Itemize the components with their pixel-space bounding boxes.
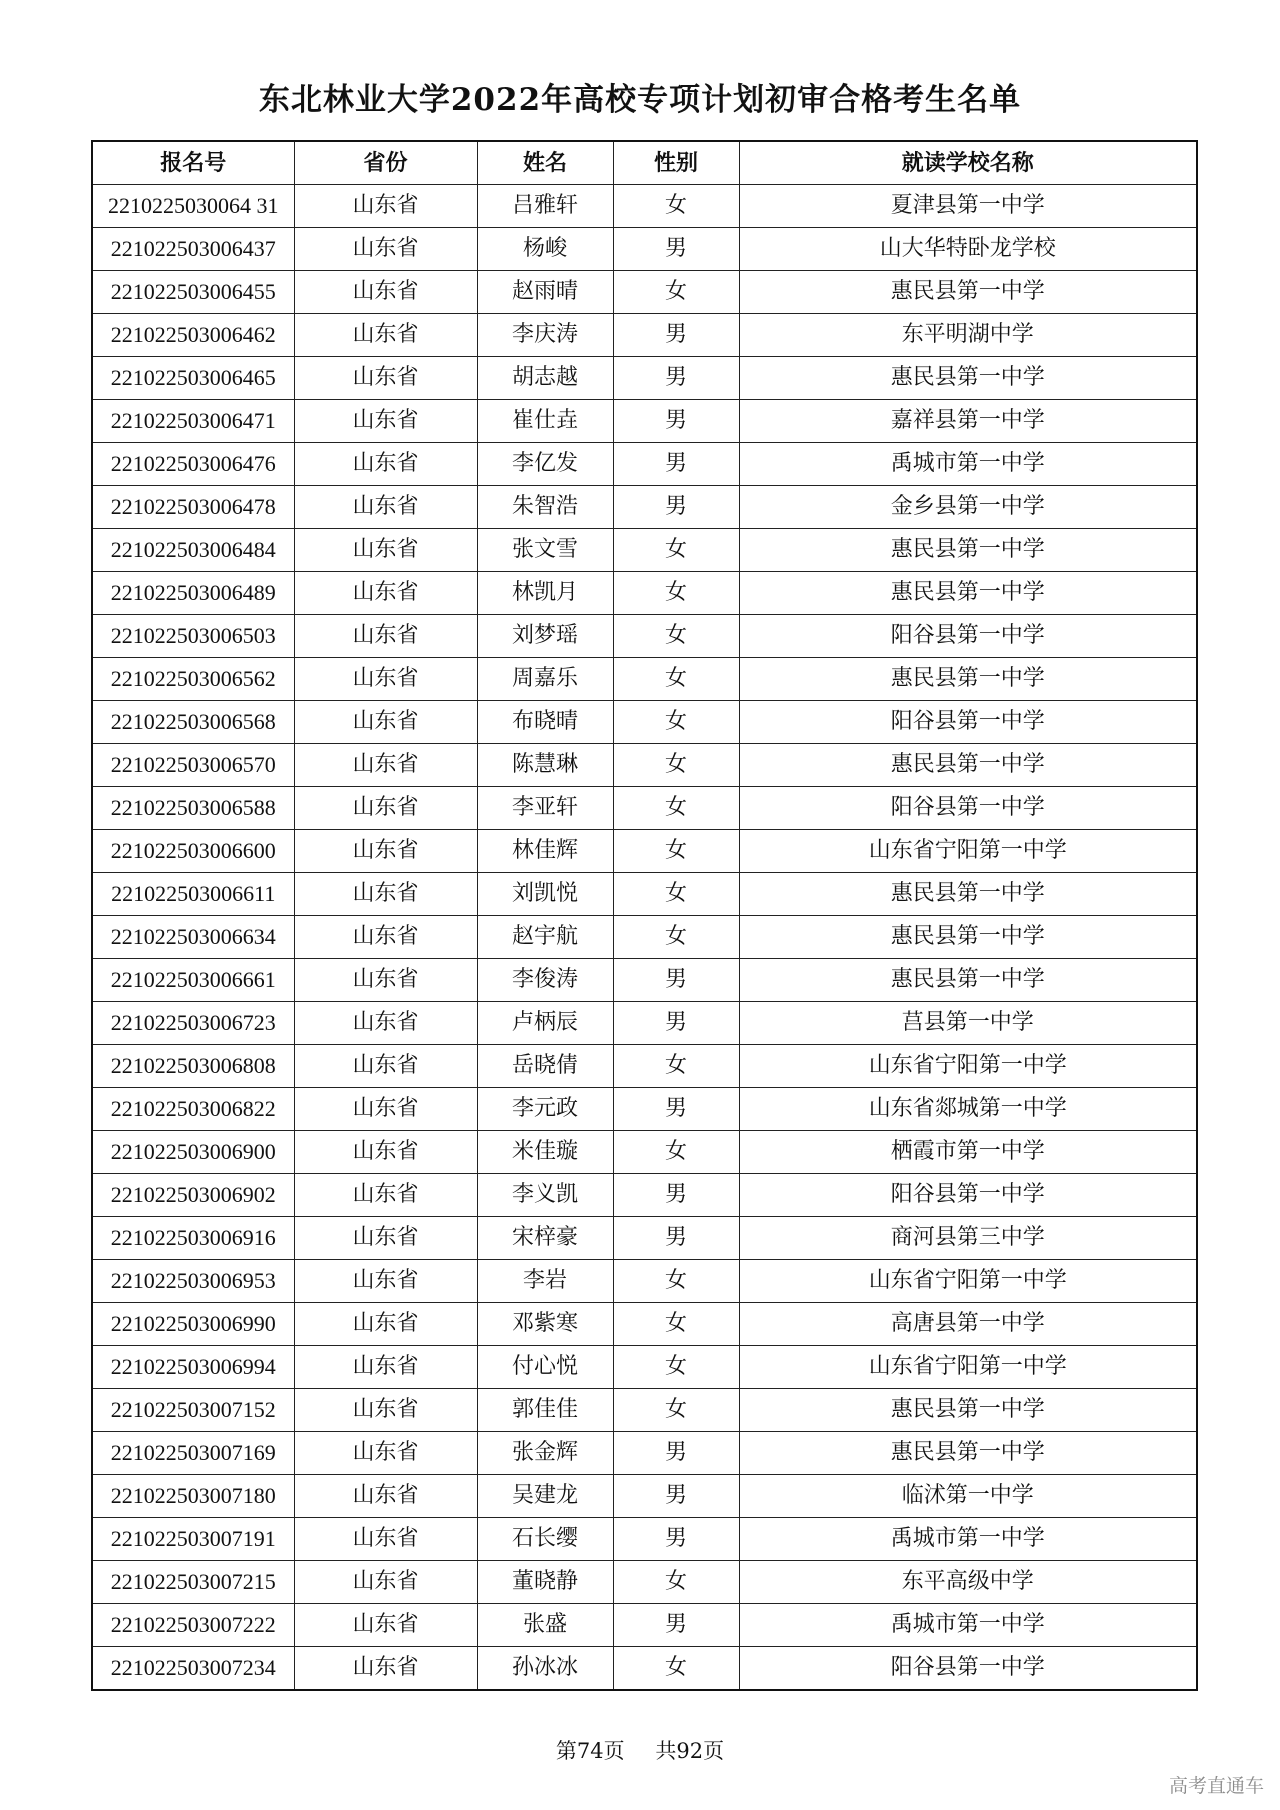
table-row (92, 1604, 1197, 1647)
table-row (92, 959, 1197, 1002)
name-cell: 李义凯 (477, 1174, 613, 1217)
table-row (92, 1174, 1197, 1217)
school-cell: 阳谷县第一中学 (739, 1647, 1197, 1691)
gender-cell: 男 (613, 1088, 739, 1131)
table-row (92, 1217, 1197, 1260)
gender-cell: 女 (613, 572, 739, 615)
registration-number-cell: 221022503006489 (92, 572, 294, 615)
name-cell: 孙冰冰 (477, 1647, 613, 1691)
school-cell: 惠民县第一中学 (739, 658, 1197, 701)
province-cell: 山东省 (294, 271, 477, 314)
school-cell: 惠民县第一中学 (739, 916, 1197, 959)
province-cell: 山东省 (294, 572, 477, 615)
registration-number-cell: 221022503006478 (92, 486, 294, 529)
header-registration-number: 报名号 (92, 141, 294, 185)
province-cell: 山东省 (294, 615, 477, 658)
school-cell: 阳谷县第一中学 (739, 701, 1197, 744)
registration-number-cell: 221022503006562 (92, 658, 294, 701)
table-row (92, 1131, 1197, 1174)
header-school: 就读学校名称 (739, 141, 1197, 185)
school-cell: 商河县第三中学 (739, 1217, 1197, 1260)
province-cell: 山东省 (294, 1561, 477, 1604)
gender-cell: 女 (613, 1346, 739, 1389)
name-cell: 邓紫寒 (477, 1303, 613, 1346)
name-cell: 李亚轩 (477, 787, 613, 830)
table-row (92, 615, 1197, 658)
registration-number-cell: 221022503007215 (92, 1561, 294, 1604)
registration-number-cell: 221022503006503 (92, 615, 294, 658)
gender-cell: 女 (613, 1131, 739, 1174)
province-cell: 山东省 (294, 744, 477, 787)
province-cell: 山东省 (294, 529, 477, 572)
gender-cell: 男 (613, 357, 739, 400)
school-cell: 山大华特卧龙学校 (739, 228, 1197, 271)
registration-number-cell: 221022503006822 (92, 1088, 294, 1131)
school-cell: 惠民县第一中学 (739, 271, 1197, 314)
table-row (92, 1346, 1197, 1389)
registration-number-cell: 221022503006808 (92, 1045, 294, 1088)
table-row (92, 443, 1197, 486)
table-row (92, 873, 1197, 916)
school-cell: 山东省郯城第一中学 (739, 1088, 1197, 1131)
province-cell: 山东省 (294, 1346, 477, 1389)
gender-cell: 女 (613, 1260, 739, 1303)
name-cell: 郭佳佳 (477, 1389, 613, 1432)
registration-number-cell: 221022503006465 (92, 357, 294, 400)
name-cell: 崔仕垚 (477, 400, 613, 443)
name-cell: 朱智浩 (477, 486, 613, 529)
registration-number-cell: 221022503006902 (92, 1174, 294, 1217)
province-cell: 山东省 (294, 1303, 477, 1346)
name-cell: 卢柄辰 (477, 1002, 613, 1045)
school-cell: 禹城市第一中学 (739, 1604, 1197, 1647)
registration-number-cell: 221022503006634 (92, 916, 294, 959)
province-cell: 山东省 (294, 830, 477, 873)
province-cell: 山东省 (294, 1432, 477, 1475)
school-cell: 惠民县第一中学 (739, 357, 1197, 400)
registration-number-cell: 221022503006661 (92, 959, 294, 1002)
header-name: 姓名 (477, 141, 613, 185)
name-cell: 李元政 (477, 1088, 613, 1131)
name-cell: 陈慧琳 (477, 744, 613, 787)
table-row (92, 529, 1197, 572)
gender-cell: 男 (613, 228, 739, 271)
province-cell: 山东省 (294, 1045, 477, 1088)
province-cell: 山东省 (294, 701, 477, 744)
name-cell: 宋梓豪 (477, 1217, 613, 1260)
registration-number-cell: 221022503006900 (92, 1131, 294, 1174)
province-cell: 山东省 (294, 1518, 477, 1561)
name-cell: 赵雨晴 (477, 271, 613, 314)
gender-cell: 男 (613, 1432, 739, 1475)
name-cell: 岳晓倩 (477, 1045, 613, 1088)
school-cell: 阳谷县第一中学 (739, 1174, 1197, 1217)
registration-number-cell: 221022503006990 (92, 1303, 294, 1346)
registration-number-cell: 221022503007234 (92, 1647, 294, 1691)
name-cell: 林凯月 (477, 572, 613, 615)
province-cell: 山东省 (294, 443, 477, 486)
gender-cell: 女 (613, 185, 739, 228)
school-cell: 阳谷县第一中学 (739, 787, 1197, 830)
page-total: 共92页 (655, 1739, 725, 1763)
registration-number-cell: 221022503006916 (92, 1217, 294, 1260)
school-cell: 山东省宁阳第一中学 (739, 1346, 1197, 1389)
registration-number-cell: 2210225030064 31 (92, 185, 294, 228)
table-row (92, 1260, 1197, 1303)
school-cell: 临沭第一中学 (739, 1475, 1197, 1518)
province-cell: 山东省 (294, 1604, 477, 1647)
school-cell: 东平明湖中学 (739, 314, 1197, 357)
province-cell: 山东省 (294, 787, 477, 830)
registration-number-cell: 221022503006437 (92, 228, 294, 271)
name-cell: 杨峻 (477, 228, 613, 271)
page-number: 第74页 (555, 1739, 625, 1763)
school-cell: 禹城市第一中学 (739, 443, 1197, 486)
gender-cell: 女 (613, 701, 739, 744)
name-cell: 张金辉 (477, 1432, 613, 1475)
province-cell: 山东省 (294, 1647, 477, 1691)
school-cell: 东平高级中学 (739, 1561, 1197, 1604)
table-row (92, 1647, 1197, 1691)
registration-number-cell: 221022503006476 (92, 443, 294, 486)
registration-number-cell: 221022503006455 (92, 271, 294, 314)
province-cell: 山东省 (294, 314, 477, 357)
registration-number-cell: 221022503006462 (92, 314, 294, 357)
school-cell: 惠民县第一中学 (739, 873, 1197, 916)
gender-cell: 女 (613, 271, 739, 314)
school-cell: 山东省宁阳第一中学 (739, 1045, 1197, 1088)
table-row (92, 744, 1197, 787)
gender-cell: 男 (613, 1174, 739, 1217)
table-row (92, 271, 1197, 314)
province-cell: 山东省 (294, 1475, 477, 1518)
province-cell: 山东省 (294, 486, 477, 529)
watermark-text: 高考直通车 (1168, 1775, 1264, 1797)
gender-cell: 女 (613, 787, 739, 830)
table-row (92, 1088, 1197, 1131)
gender-cell: 女 (613, 873, 739, 916)
registration-number-cell: 221022503006723 (92, 1002, 294, 1045)
gender-cell: 男 (613, 400, 739, 443)
table-row (92, 228, 1197, 271)
registration-number-cell: 221022503006600 (92, 830, 294, 873)
province-cell: 山东省 (294, 357, 477, 400)
school-cell: 惠民县第一中学 (739, 1432, 1197, 1475)
province-cell: 山东省 (294, 1002, 477, 1045)
table-row (92, 400, 1197, 443)
registration-number-cell: 221022503006994 (92, 1346, 294, 1389)
registration-number-cell: 221022503006568 (92, 701, 294, 744)
gender-cell: 男 (613, 1604, 739, 1647)
province-cell: 山东省 (294, 1174, 477, 1217)
gender-cell: 男 (613, 1002, 739, 1045)
school-cell: 山东省宁阳第一中学 (739, 1260, 1197, 1303)
school-cell: 惠民县第一中学 (739, 959, 1197, 1002)
registration-number-cell: 221022503007180 (92, 1475, 294, 1518)
name-cell: 李岩 (477, 1260, 613, 1303)
table-row (92, 572, 1197, 615)
registration-number-cell: 221022503007222 (92, 1604, 294, 1647)
gender-cell: 男 (613, 1518, 739, 1561)
table-row (92, 787, 1197, 830)
registration-number-cell: 221022503007191 (92, 1518, 294, 1561)
school-cell: 惠民县第一中学 (739, 1389, 1197, 1432)
table-row (92, 1045, 1197, 1088)
table-row (92, 185, 1197, 228)
province-cell: 山东省 (294, 228, 477, 271)
gender-cell: 女 (613, 1561, 739, 1604)
name-cell: 林佳辉 (477, 830, 613, 873)
table-row (92, 916, 1197, 959)
table-row (92, 1432, 1197, 1475)
header-province: 省份 (294, 141, 477, 185)
registration-number-cell: 221022503006588 (92, 787, 294, 830)
table-row (92, 486, 1197, 529)
name-cell: 李亿发 (477, 443, 613, 486)
name-cell: 米佳璇 (477, 1131, 613, 1174)
name-cell: 胡志越 (477, 357, 613, 400)
name-cell: 付心悦 (477, 1346, 613, 1389)
school-cell: 阳谷县第一中学 (739, 615, 1197, 658)
registration-number-cell: 221022503006471 (92, 400, 294, 443)
table-row (92, 830, 1197, 873)
gender-cell: 男 (613, 314, 739, 357)
name-cell: 李俊涛 (477, 959, 613, 1002)
registration-number-cell: 221022503006953 (92, 1260, 294, 1303)
name-cell: 李庆涛 (477, 314, 613, 357)
school-cell: 莒县第一中学 (739, 1002, 1197, 1045)
school-cell: 惠民县第一中学 (739, 572, 1197, 615)
school-cell: 栖霞市第一中学 (739, 1131, 1197, 1174)
name-cell: 吴建龙 (477, 1475, 613, 1518)
gender-cell: 女 (613, 1045, 739, 1088)
gender-cell: 女 (613, 744, 739, 787)
table-row (92, 1389, 1197, 1432)
table-body (92, 185, 1197, 1691)
province-cell: 山东省 (294, 185, 477, 228)
table-row (92, 1475, 1197, 1518)
page-footer (0, 1736, 1280, 1766)
gender-cell: 男 (613, 486, 739, 529)
gender-cell: 女 (613, 658, 739, 701)
province-cell: 山东省 (294, 916, 477, 959)
table-row (92, 1518, 1197, 1561)
school-cell: 禹城市第一中学 (739, 1518, 1197, 1561)
gender-cell: 男 (613, 959, 739, 1002)
name-cell: 布晓晴 (477, 701, 613, 744)
school-cell: 山东省宁阳第一中学 (739, 830, 1197, 873)
name-cell: 刘凯悦 (477, 873, 613, 916)
province-cell: 山东省 (294, 959, 477, 1002)
province-cell: 山东省 (294, 1131, 477, 1174)
school-cell: 金乡县第一中学 (739, 486, 1197, 529)
gender-cell: 女 (613, 1647, 739, 1691)
name-cell: 董晓静 (477, 1561, 613, 1604)
table-header (92, 141, 1197, 185)
gender-cell: 女 (613, 615, 739, 658)
table-row (92, 1303, 1197, 1346)
gender-cell: 男 (613, 1475, 739, 1518)
province-cell: 山东省 (294, 400, 477, 443)
registration-number-cell: 221022503006484 (92, 529, 294, 572)
province-cell: 山东省 (294, 658, 477, 701)
table-row (92, 1561, 1197, 1604)
school-cell: 嘉祥县第一中学 (739, 400, 1197, 443)
province-cell: 山东省 (294, 873, 477, 916)
school-cell: 高唐县第一中学 (739, 1303, 1197, 1346)
name-cell: 石长缨 (477, 1518, 613, 1561)
gender-cell: 女 (613, 830, 739, 873)
registration-number-cell: 221022503007169 (92, 1432, 294, 1475)
registration-number-cell: 221022503006611 (92, 873, 294, 916)
table-row (92, 658, 1197, 701)
table-row (92, 701, 1197, 744)
candidate-table (91, 140, 1198, 1691)
province-cell: 山东省 (294, 1389, 477, 1432)
gender-cell: 女 (613, 529, 739, 572)
school-cell: 夏津县第一中学 (739, 185, 1197, 228)
page-title: 东北林业大学2022年高校专项计划初审合格考生名单 (258, 82, 1022, 118)
name-cell: 刘梦瑶 (477, 615, 613, 658)
registration-number-cell: 221022503006570 (92, 744, 294, 787)
school-cell: 惠民县第一中学 (739, 744, 1197, 787)
name-cell: 张文雪 (477, 529, 613, 572)
gender-cell: 女 (613, 1389, 739, 1432)
registration-number-cell: 221022503007152 (92, 1389, 294, 1432)
province-cell: 山东省 (294, 1217, 477, 1260)
name-cell: 周嘉乐 (477, 658, 613, 701)
gender-cell: 男 (613, 1217, 739, 1260)
gender-cell: 女 (613, 1303, 739, 1346)
header-row (92, 141, 1197, 185)
school-cell: 惠民县第一中学 (739, 529, 1197, 572)
name-cell: 吕雅轩 (477, 185, 613, 228)
gender-cell: 男 (613, 443, 739, 486)
header-gender: 性别 (613, 141, 739, 185)
table-row (92, 1002, 1197, 1045)
name-cell: 张盛 (477, 1604, 613, 1647)
province-cell: 山东省 (294, 1088, 477, 1131)
table-row (92, 357, 1197, 400)
province-cell: 山东省 (294, 1260, 477, 1303)
table-row (92, 314, 1197, 357)
name-cell: 赵宇航 (477, 916, 613, 959)
gender-cell: 女 (613, 916, 739, 959)
